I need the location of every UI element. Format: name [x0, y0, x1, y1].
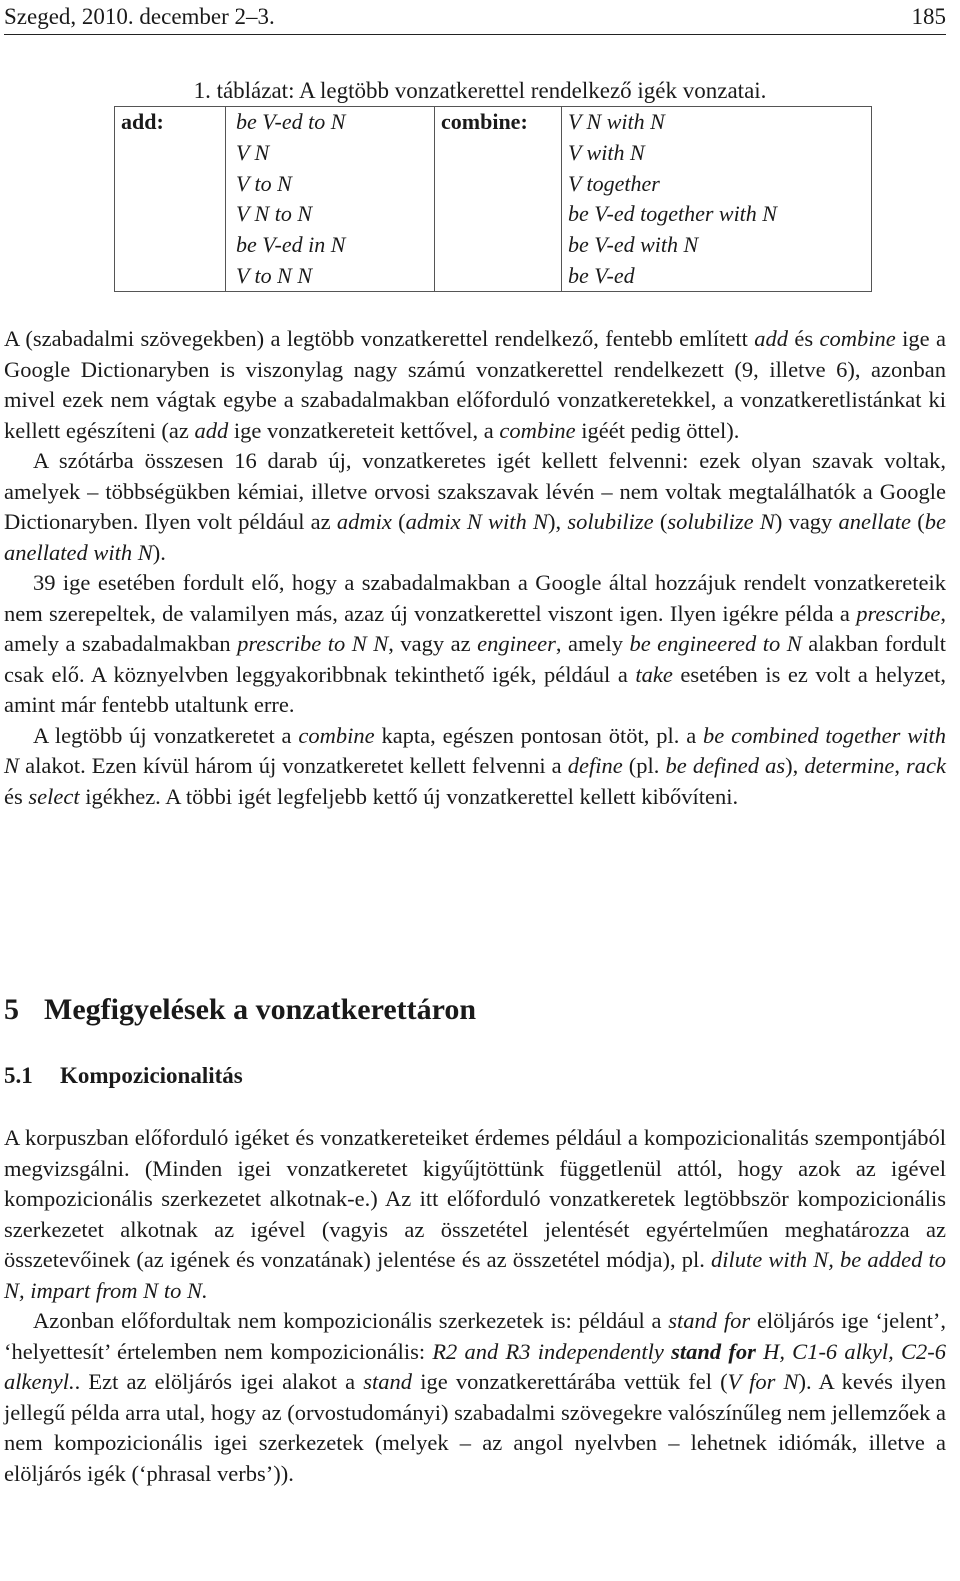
- table-row: [115, 260, 872, 291]
- section-number: 5: [4, 993, 19, 1026]
- section-4-body: [4, 324, 946, 812]
- table-row: [115, 199, 872, 230]
- frame-cell: V with N: [562, 138, 872, 169]
- frame-cell: be V-ed to N: [226, 107, 435, 138]
- frame-cell: V N to N: [226, 199, 435, 230]
- section-heading: [4, 990, 476, 1030]
- table-row: [115, 138, 872, 169]
- frame-cell: V N: [226, 138, 435, 169]
- subsection-number: 5.1: [4, 1063, 33, 1088]
- frame-cell: V to N: [226, 168, 435, 199]
- paragraph-4: A legtöbb új vonzatkeretet a combine kapta, egészen pontosan ötöt, pl. a be combined together with N alakot. Ezen kívül három új vonzatkeretet kellett felvenni a define (pl. be defined as), determine, rack és select igékhez. A többi igét legfeljebb kettő új vonzatkerettel kellett kibővíteni.: [4, 722, 947, 809]
- page-number: 185: [911, 4, 946, 29]
- frame-cell: V N with N: [562, 107, 872, 138]
- frame-cell: be V-ed together with N: [562, 199, 872, 230]
- paragraph-6: Azonban előfordultak nem kompozicionális szerkezetek is: például a stand for elöljárós ige ‘jelent’, ‘helyettesít’ értelemben nem kompozicionális: R2 and R3 independently stand for H, C1-6 alkyl, C2-6 alkenyl.. Ezt az elöljárós igei alakot a stand ige vonzatkerettárába vettük fel (V for N). A kevés ilyen jellegű példa arra utal, hogy az (orvostudományi) szabadalmi szövegekre valószínűleg nem jellemzőek a nem kompozicionális igei szerkezetek (melyek – az angol nyelvben – lehetnek idiómák, illetve a elöljárós igék (‘phrasal verbs’)).: [4, 1308, 946, 1486]
- table-caption: 1. táblázat: A legtöbb vonzatkerettel rendelkező igék vonzatai.: [193, 78, 767, 103]
- frame-cell: be V-ed with N: [562, 230, 872, 261]
- section-title: Megfigyelések a vonzatkerettáron: [44, 993, 477, 1026]
- frame-cell: be V-ed in N: [226, 230, 435, 261]
- header-venue: Szeged, 2010. december 2–3.: [4, 4, 275, 29]
- table-row: [115, 230, 872, 261]
- frame-cell: be V-ed: [562, 260, 872, 291]
- frame-cell: V together: [562, 168, 872, 199]
- valency-table: [114, 106, 872, 292]
- table-row: [115, 168, 872, 199]
- frame-cell: V to N N: [226, 260, 435, 291]
- table-row: [115, 107, 872, 138]
- section-5-body: [4, 1123, 946, 1489]
- paragraph-5: A korpuszban előforduló igéket és vonzatkereteiket érdemes például a kompozicionalitás szempontjából megvizsgálni. (Minden igei vonzatkeretet kigyűjtöttünk függetlenül attól, hogy azok az igével kompozicionális szerkezetet alkotnak-e.) Az itt előforduló vonzatkeretek legtöbbször kompozicionális szerkezetet alkotnak az igével (vagyis az összetétel jelentését egyértelműen meghatározza az összetevőinek (az igének és vonzatának) jelentése és az összetétel módja), pl. dilute with N, be added to N, impart from N to N.: [4, 1125, 947, 1303]
- subsection-heading: [4, 1060, 243, 1092]
- verb-combine: combine:: [435, 107, 562, 138]
- running-header: [4, 2, 946, 36]
- paragraph-1: A (szabadalmi szövegekben) a legtöbb vonzatkerettel rendelkező, fentebb említett add és combine ige a Google Dictionaryben is viszonylag nagy számú vonzatkerettel rendelkezett (9, illetve 6), azonban mivel ezek nem vágtak egybe a szabadalmakban előforduló vonzatkeretekkel, a vonzatkeretlistánkat ki kellett egészíteni (az add ige vonzatkereteit kettővel, a combine igéét pedig öttel).: [4, 326, 946, 443]
- subsection-title: Kompozicionalitás: [60, 1063, 243, 1088]
- paragraph-3: 39 ige esetében fordult elő, hogy a szabadalmakban a Google által hozzájuk rendelt vonzatkereteik nem szerepeltek, de valamilyen más, azaz új vonzatkerettel viszont igen. Ilyen igékre példa a prescribe, amely a szabadalmakban prescribe to N N, vagy az engineer, amely be engineered to N alakban fordult csak elő. A köznyelvben leggyakoribbnak tekinthető igék, például a take esetében is ez volt a helyzet, amint már fentebb utaltunk erre.: [4, 570, 947, 717]
- verb-add: add:: [115, 107, 226, 138]
- paragraph-2: A szótárba összesen 16 darab új, vonzatkeretes igét kellett felvenni: ezek olyan szavak voltak, amelyek – többségükben kémiai, illetve orvosi szakszavak lévén – nem voltak megtalálhatók a Google Dictionaryben. Ilyen volt például az admix (admix N with N), solubilize (solubilize N) vagy anellate (be anellated with N).: [4, 448, 946, 565]
- header-rule: [4, 34, 946, 35]
